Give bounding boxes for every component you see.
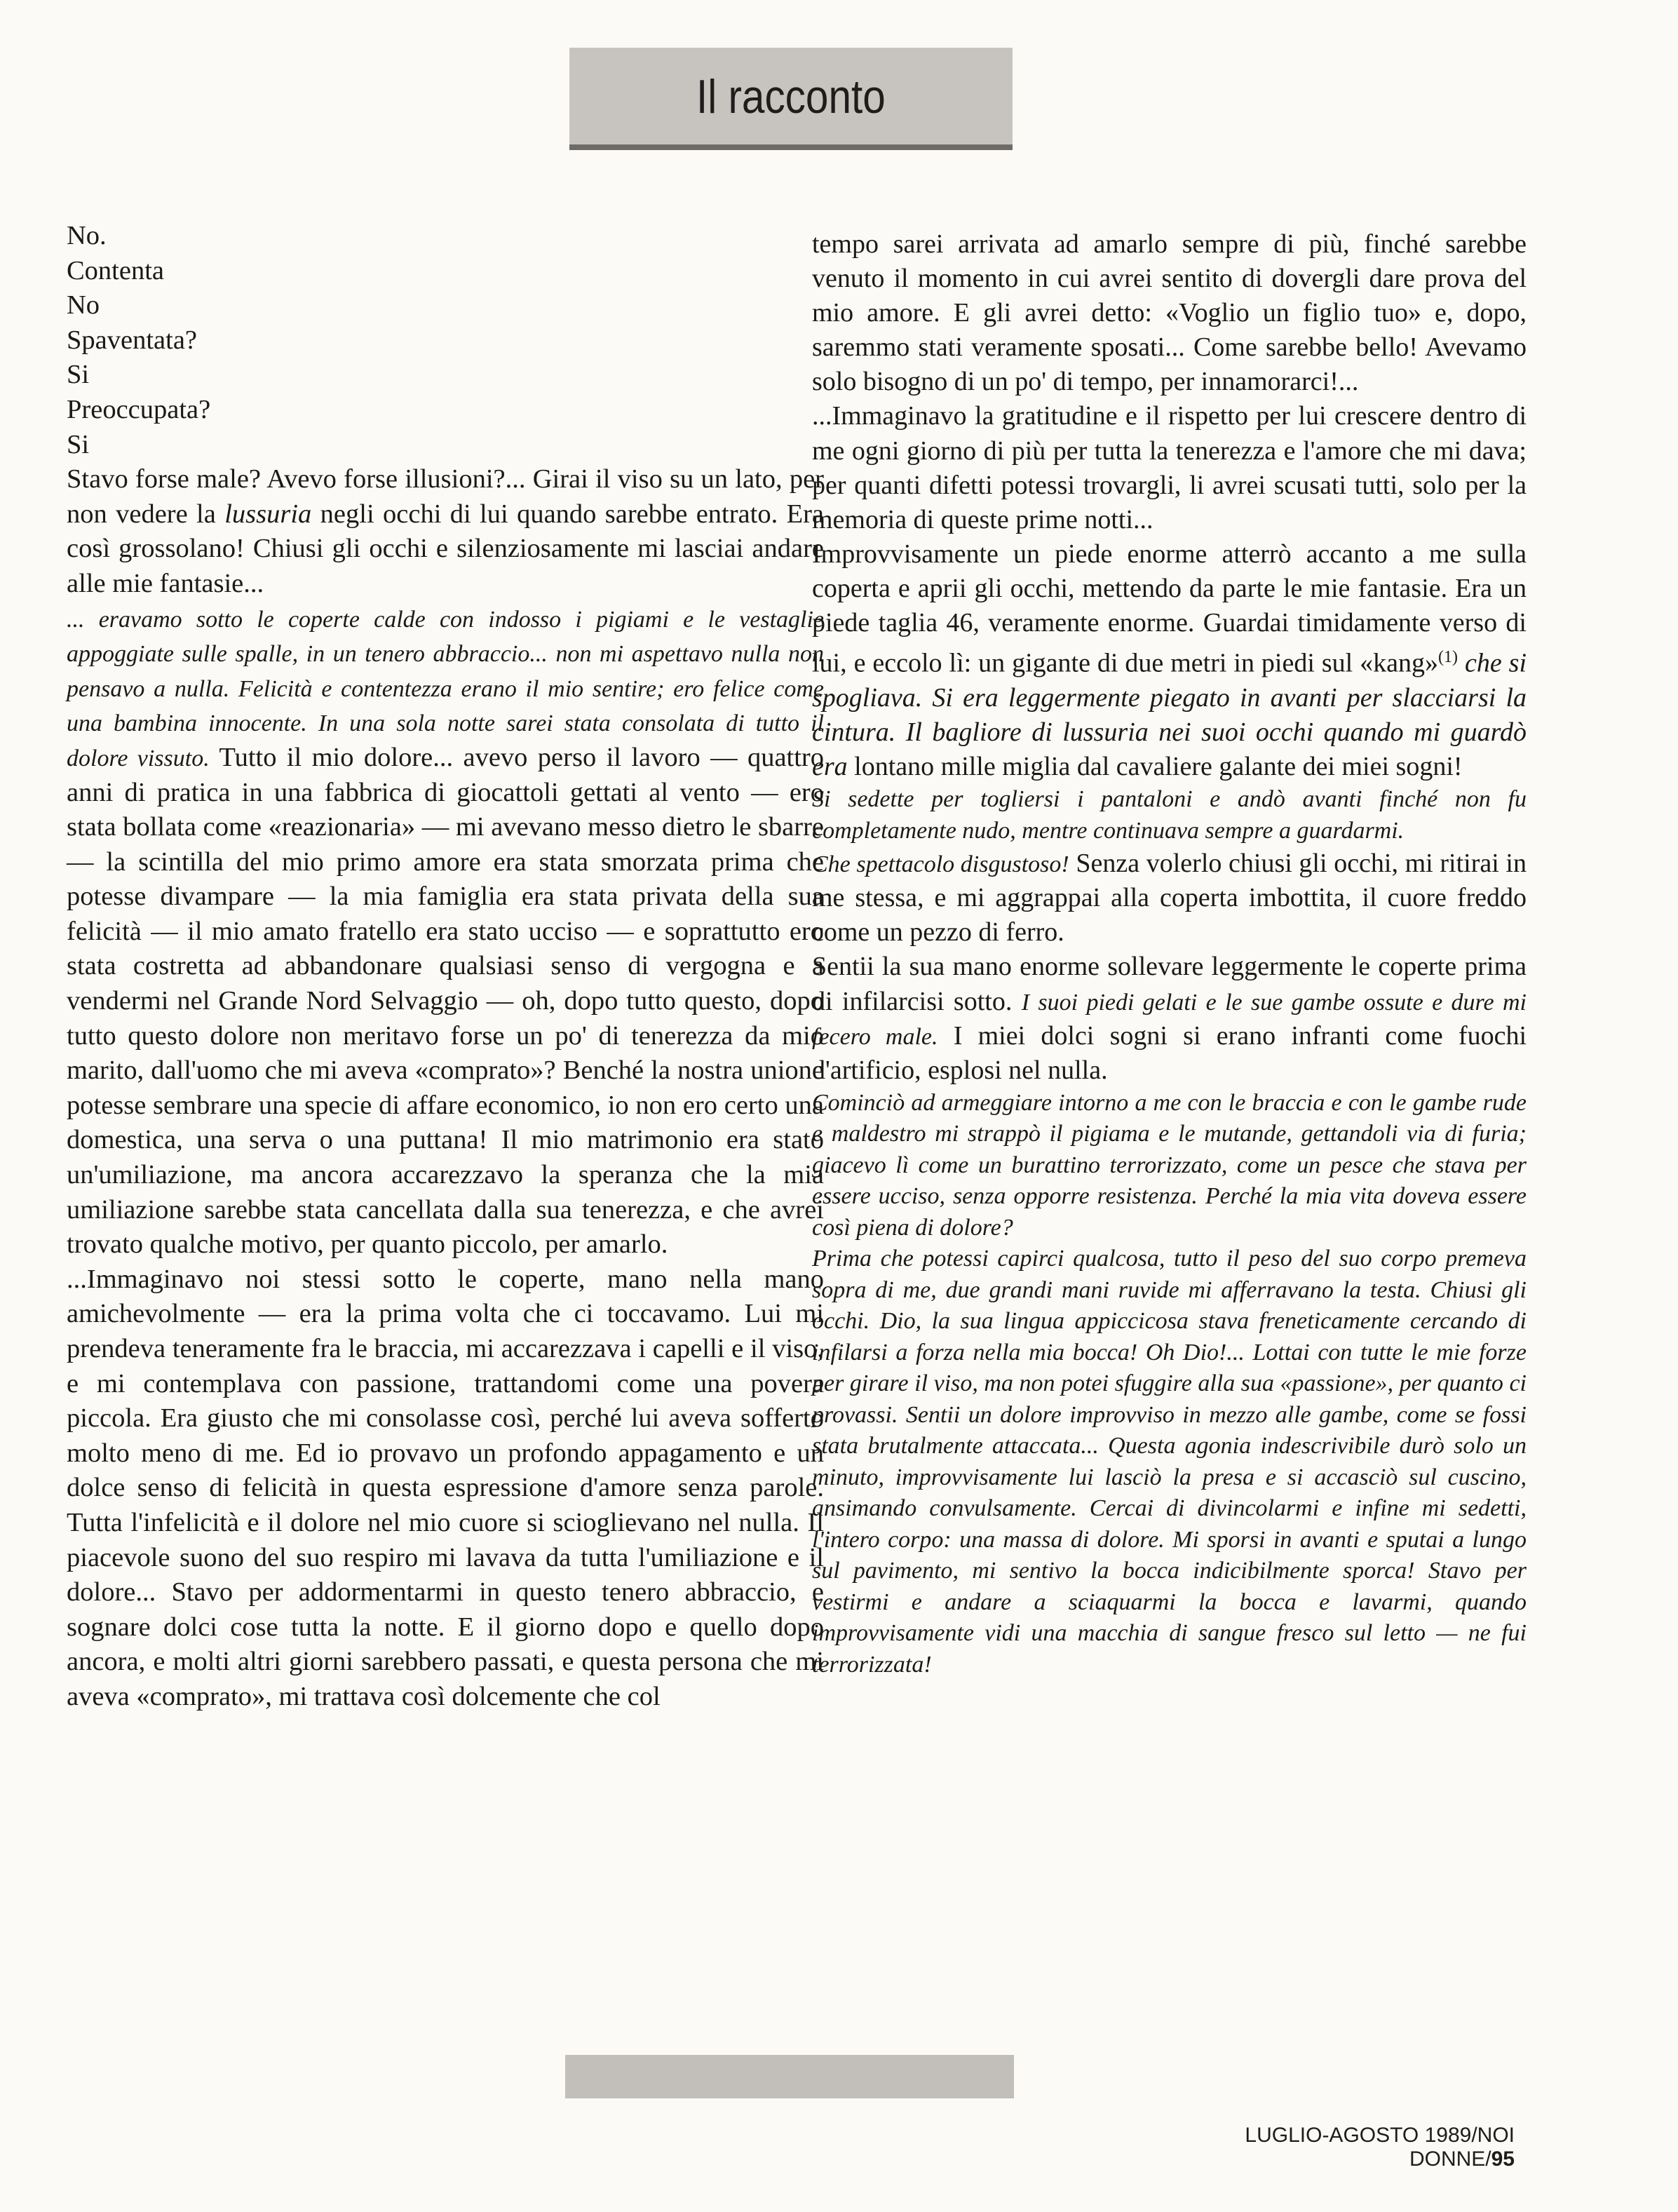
dialogue-line: Si	[67, 360, 90, 390]
paragraph-text: lontano mille miglia dal cavaliere galante dei miei sogni!	[847, 752, 1463, 782]
paragraph-text: Senza volerlo chiusi gli occhi, mi ritirai in me stessa, e mi aggrappai alla coperta imbottita, il cuore freddo come un pezzo di ferro.	[812, 849, 1527, 947]
paragraph-text: negli occhi di lui quando sarebbe entrato. Era così grossolano! Chiusi gli occhi e silenziosamente mi lasciai andare alle mie fantasie...	[67, 499, 825, 598]
paragraph-text: Tutto il mio dolore... avevo perso il lavoro — quattro anni di pratica in una fabbrica di giocattoli gettati al vento — ero stata bollata come «reazionaria» — mi avevano messo dietro le sbarre — la scintilla del mio primo amore era stata smorzata prima che potesse divampare — la mia famiglia era stata privata della sua felicità — il mio amato fratello era stato ucciso — e soprattutto ero stata costretta ad abbandonare qualsiasi senso di vergogna e a vendermi nel Grande Nord Selvaggio — oh, dopo tutto questo, dopo tutto questo dolore non meritavo forse un po' di tenerezza da mio marito, dall'uomo che mi aveva «comprato»? Benché la nostra unione potesse sembrare una specie di affare economico, io non ero certo una domestica, una serva o una puttana! Il mio matrimonio era stato un'umiliazione, ma ancora accarezzavo la speranza che la mia umiliazione sarebbe stata cancellata dalla sua tenerezza, e che avrei trovato qualche motivo, per quanto piccolo, per amarlo.	[67, 742, 825, 1260]
paragraph	[67, 462, 824, 601]
paragraph-italic: lussuria	[224, 499, 312, 529]
paragraph: ...Immaginavo noi stessi sotto le coperte, mano nella mano amichevolmente — era la prima volta che ci toccavamo. Lui mi prendeva teneramente fra le braccia, mi accarezzava i capelli e il viso, e mi contemplava con passione, trattandomi come una povera piccola. Era giusto che mi consolasse così, perché lui aveva sofferto molto meno di me. Ed io provavo un profondo appagamento e un dolce senso di felicità in questa espressione d'amore senza parole. Tutta l'infelicità e il dolore nel mio cuore si scioglievano nel nulla. Il piacevole suono del suo respiro mi lavava da tutta l'umiliazione e il dolore... Stavo per addormentarmi in questo tenero abbraccio, e sognare dolci cose tutta la notte. E il giorno dopo e quello dopo ancora, e molti altri giorni sarebbero passati, e questa persona che mi aveva «comprato», mi trattava così dolcemente che col	[67, 1264, 824, 1711]
dialogue-line: No	[67, 290, 100, 321]
paragraph: Prima che potessi capirci qualcosa, tutto il peso del suo corpo premeva sopra di me, due grandi mani ruvide mi afferravano la testa. Chiusi gli occhi. Dio, la sua lingua appiccicosa stava freneticamente cercando di infilarsi a forza nella mia bocca! Oh Dio!... Lottai con tutte le mie forze per girare il viso, ma non potei sfuggire alla sua «passione», per quanto ci provassi. Sentii un dolore improvviso in mezzo alle gambe, come se fossi stata brutalmente attaccata... Questa agonia indescrivibile durò solo un minuto, improvvisamente lui lasciò la presa e si accasciò sul cuscino, ansimando convulsamente. Cercai di divincolarmi e infine mi sedetti, l'intero corpo: una massa di dolore. Mi sporsi in avanti e sputai a lungo sul pavimento, mi sentivo la bocca indicibilmente sporca! Stavo per vestirmi e andare a sciaquarmi la bocca e lavarmi, quando improvvisamente vidi una macchia di sangue fresco sul letto — ne fui terrorizzata!	[812, 1246, 1527, 1678]
paragraph-text: Stavo forse male? Avevo forse illusioni?... Girai il viso su un lato, per non vedere la	[67, 464, 824, 529]
paragraph: Cominciò ad armeggiare intorno a me con le braccia e con le gambe rude e maldestro mi strappò il pigiama e le mutande, gettandoli via di furia; giacevo lì come un burattino terrorizzato, come un pesce che stava per essere ucciso, senza opporre resistenza. Perché la mia vita doveva essere così piena di dolore?	[812, 1089, 1527, 1241]
right-column	[812, 227, 1527, 1680]
footnote-marker: (1)	[1438, 648, 1459, 667]
paragraph: Si sedette per togliersi i pantaloni e andò avanti finché non fu completamente nudo, mentre continuava sempre a guardarmi.	[812, 786, 1527, 844]
dialogue-line: Si	[67, 429, 90, 459]
left-column	[67, 219, 824, 1715]
page-footer	[1136, 2124, 1515, 2171]
paragraph: ...Immaginavo la gratitudine e il rispetto per lui crescere dentro di me ogni giorno di più per tutta la tenerezza e l'amore che mi dava; per quanti difetti potessi trovargli, li avrei scusati tutti, solo per la memoria di queste prime notti...	[812, 401, 1527, 534]
footer-bar	[565, 2055, 1014, 2098]
paragraph	[812, 950, 1527, 1087]
paragraph-italic: che si spogliava. Si era leggermente piegato in avanti per slacciarsi la cintura. Il bagliore di lussuria nei suoi occhi quando mi guardò era	[812, 648, 1527, 782]
paragraph-italic: Che spettacolo disgustoso!	[812, 851, 1069, 878]
paragraph	[812, 847, 1527, 950]
dialogue-line: Contenta	[67, 255, 164, 285]
dialogue-line: No.	[67, 221, 107, 250]
paragraph: tempo sarei arrivata ad amarlo sempre di più, finché sarebbe venuto il momento in cui avrei sentito di dovergli dare prova del mio amore. E gli avrei detto: «Voglio un figlio tuo» e, dopo, saremmo stati veramente sposati... Come sarebbe bello! Avevamo solo bisogno di un po' di tempo, per innamorarci!...	[812, 229, 1527, 397]
paragraph-text: Improvvisamente un piede enorme atterrò accanto a me sulla coperta e aprii gli occhi, mettendo da parte le mie fantasie. Era un piede taglia 46, veramente enorme. Guardai timidamente verso di lui, e eccolo lì: un gigante di due metri in piedi sul «kang»	[812, 539, 1527, 678]
issue-label: LUGLIO-AGOSTO 1989/NOI DONNE/	[1245, 2124, 1515, 2171]
paragraph	[812, 537, 1527, 784]
section-title: Il racconto	[696, 70, 886, 123]
dialogue-line: Spaventata?	[67, 325, 197, 355]
dialogue-line: Preoccupata?	[67, 394, 211, 424]
paragraph	[67, 602, 824, 1262]
page-number: 95	[1491, 2147, 1515, 2171]
paragraph-text: I miei dolci sogni si erano infranti come fuochi d'artificio, esplosi nel nulla.	[812, 1020, 1527, 1085]
header-underline	[569, 144, 1013, 150]
paragraph-text: Sentii la sua mano enorme sollevare leggermente le coperte prima di infilarcisi sotto.	[812, 952, 1527, 1016]
paragraph-italic: I suoi piedi gelati e le sue gambe ossute e dure mi fecero male.	[812, 989, 1527, 1050]
paragraph-italic: ... eravamo sotto le coperte calde con indosso i pigiami e le vestaglie appoggiate sulle spalle, in un tenero abbraccio... non mi aspettavo nulla non pensavo a nulla. Felicità e contentezza erano il mio sentire; ero felice come una bambina innocente. In una sola notte sarei stata consolata di tutto il dolore vissuto.	[67, 606, 824, 771]
section-header	[569, 48, 1013, 146]
